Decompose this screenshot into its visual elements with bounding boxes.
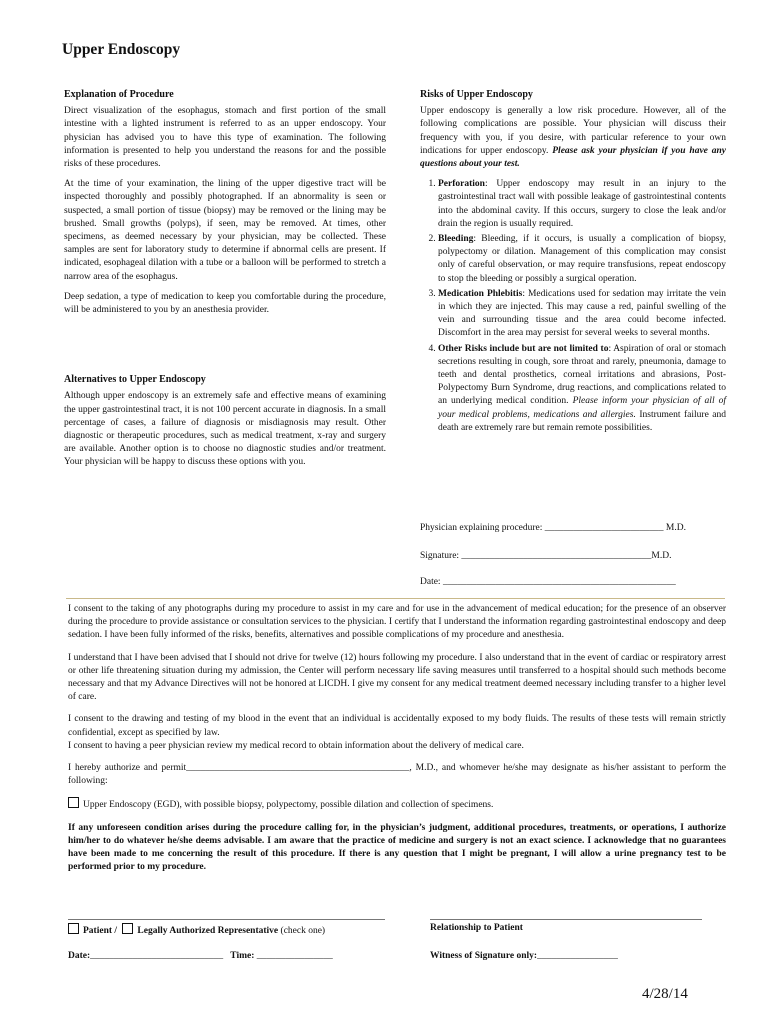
alternatives-paragraph: Although upper endoscopy is an extremely safe and effective means of examining the upper gastrointestinal tract, it is not 100 percent accurate in diagnosis. In a small percentage of cases, a failure of diagnosis or misdiagnosis may result. Other diagnostic or therapeutic procedures, such as medical treatment, x-ray and surgery are available. Another option is to choose no diagnostic studies and/or treatment. Your physician will be happy to discuss these options with you. <box>64 391 386 468</box>
alternatives-section <box>64 373 386 469</box>
patient-rep-selector: Patient / Legally Authorized Representative (check one) <box>68 923 325 936</box>
risk-item-other: 4. Other Risks include but are not limited to: Aspiration of oral or stomach secretions resulting in cough, sore throat and rarely, pneumonia, damage to teeth and dental prosthetics, corneal irritations and abrasions, Post-Polypectomy Burn Syndrome, drug reactions, and complications related to an underlying medical condition. Please inform your physician of all of your medical problems, medications and allergies. Instrument failure and death are extremely rare but remain remote possibilities. <box>438 343 726 435</box>
explanation-paragraph-1: Direct visualization of the esophagus, stomach and first portion of the small intestine with a lighted instrument is referred to as an upper endoscopy. Your physician has advised you to have this type of examination. The following information is presented to help you understand the reasons for and the possible risks of these procedures. <box>64 106 386 170</box>
procedure-option: Upper Endoscopy (EGD), with possible biopsy, polypectomy, possible dilation and collection of specimens. <box>68 797 726 812</box>
consent-paragraph-3b: I consent to having a peer physician review my medical record to obtain information about the delivery of medical care. <box>68 740 524 751</box>
explanation-heading: Explanation of Procedure <box>64 89 174 100</box>
explanation-paragraph-3: Deep sedation, a type of medication to keep you comfortable during the procedure, will be administered to you by an anesthesia provider. <box>64 291 386 316</box>
risk-item-phlebitis: 3. Medication Phlebitis: Medications used for sedation may irritate the vein in which they are injected. This may cause a red, painful swelling of the vein and surrounding tissue and the area could become infected. Discomfort in the area may persist for several weeks to several months. <box>438 288 726 341</box>
time-field[interactable]: ________________ <box>256 951 333 961</box>
relationship-label: Relationship to Patient <box>430 923 523 933</box>
risks-list <box>420 178 726 435</box>
date-line[interactable]: Date: _________________________________________________ <box>420 577 676 587</box>
representative-checkbox[interactable] <box>122 923 133 934</box>
explanation-paragraph-2: At the time of your examination, the lining of the upper digestive tract will be inspected thoroughly and possibly photographed. If an abnormality is seen or suspected, a small portion of tissue (biopsy) may be removed or the lining may be brushed. Small growths (polyps), if seen, may be removed. At times, other specimens, as deemed necessary by your physician, may be collected. These samples are sent for laboratory study to determine if abnormal cells are present. If indicated, esophageal dilation with a tube or a balloon will be performed to stretch a narrow area of the esophagus. <box>64 179 386 282</box>
date-time-row: Date:____________________________ Time: ________________ <box>68 951 333 961</box>
date-field[interactable]: ____________________________ <box>90 951 224 961</box>
risk-item-bleeding: 2. Bleeding: Bleeding, if it occurs, is usually a complication of biopsy, polypectomy or dilation. Management of this complication may consist only of careful observation, or may require transfusions, repeat endoscopy to stop the bleeding or possibly a surgical operation. <box>438 233 726 286</box>
relationship-rule <box>430 919 702 920</box>
risk-item-perforation: 1. Perforation: Upper endoscopy may result in an injury to the gastrointestinal tract wall with possible leakage of gastrointestinal contents into the abdominal cavity. If this occurs, surgery to close the leak and/or drain the region is usually required. <box>438 178 726 231</box>
authorize-paragraph: I hereby authorize and permit_______________________________________________, M.D., and whomever he/she may designate as his/her assistant to perform the following: <box>68 763 726 787</box>
consent-paragraph-1: I consent to the taking of any photographs during my procedure to assist in my care and for use in the advancement of medical education; for the presence of an observer during the procedure to provide assistance or consultation services to the physician. I certify that I understand the information regarding gastrointestinal endoscopy and deep sedation. I have been fully informed of the risks, benefits, alternatives and possible complications of my procedure and anesthesia. <box>68 604 726 641</box>
right-column <box>420 88 726 437</box>
signature-line[interactable]: Signature: ________________________________________M.D. <box>420 551 672 561</box>
revision-date: 4/28/14 <box>642 986 688 1002</box>
witness-row: Witness of Signature only:_________________ <box>430 951 618 961</box>
risks-heading: Risks of Upper Endoscopy <box>420 89 533 100</box>
unforeseen-condition-paragraph: If any unforeseen condition arises during the procedure calling for, in the physician’s judgment, additional procedures, treatments, or operations, I authorize him/her to do whatever he/she deems advisable. I am aware that the practice of medicine and surgery is not an exact science. I acknowledge that no guarantees have been made to me concerning the result of this procedure. If there is any question that I might be pregnant, I will allow a urine pregnancy test to be performed prior to my procedure. <box>68 822 726 873</box>
patient-checkbox[interactable] <box>68 923 79 934</box>
patient-signature-rule <box>68 919 385 920</box>
physician-signature-line[interactable]: Physician explaining procedure: _________________________ M.D. <box>420 523 686 533</box>
witness-field[interactable]: _________________ <box>537 951 618 961</box>
section-divider <box>66 598 725 599</box>
consent-paragraph-3a: I consent to the drawing and testing of my blood in the event that an individual is accidentally exposed to my body fluids. The results of these tests will remain strictly confidential, except as specified by law. <box>68 714 726 738</box>
left-column <box>64 88 386 477</box>
page-title: Upper Endoscopy <box>62 41 181 58</box>
alternatives-heading: Alternatives to Upper Endoscopy <box>64 374 206 386</box>
consent-paragraph-2: I understand that I have been advised that I should not drive for twelve (12) hours following my procedure. I also understand that in the event of cardiac or respiratory arrest or other life threatening situation during my admission, the Center will perform necessary life saving measures until transferred to a hospital should such methods become necessary and that my Advance Directives will not be honored at LICDH. I give my consent for any medical treatment deemed necessary including transfer to a higher level of care. <box>68 652 726 703</box>
consent-section <box>68 603 726 883</box>
procedure-checkbox[interactable] <box>68 797 79 808</box>
risks-intro: Upper endoscopy is generally a low risk procedure. However, all of the following complications are possible. Your physician will discuss their frequency with you, if you desire, with particular reference to your own indications for upper endoscopy. Please ask your physician if you have any questions about your test. <box>420 106 726 170</box>
risks-intro-emphasis: Please ask your physician if you have any questions about your test. <box>420 145 726 170</box>
